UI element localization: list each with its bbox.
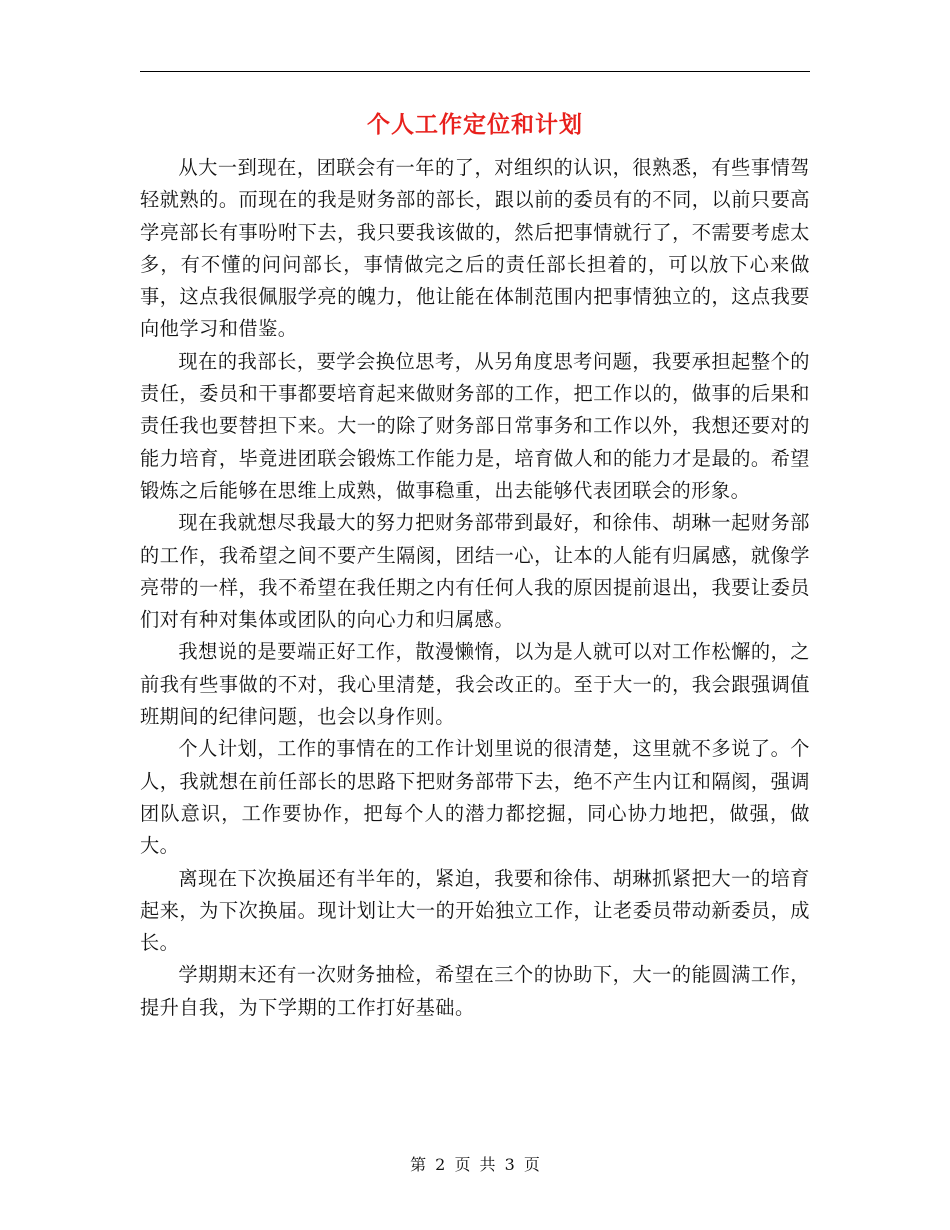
paragraph: 个人计划，工作的事情在的工作计划里说的很清楚，这里就不多说了。个人，我就想在前任部长的思路下把财务部带下去，绝不产生内讧和隔阂，强调团队意识，工作要协作，把每个人的潜力都挖掘，同心协力地把，做强，做大。: [140, 737, 810, 858]
paragraph: 离现在下次换届还有半年的，紧迫，我要和徐伟、胡琳抓紧把大一的培育起来，为下次换届。现计划让大一的开始独立工作，让老委员带动新委员，成长。: [140, 866, 810, 955]
header-rule: [140, 71, 810, 72]
paragraph: 学期期末还有一次财务抽检，希望在三个的协助下，大一的能圆满工作，提升自我，为下学期的工作打好基础。: [140, 963, 810, 1019]
paragraph: 从大一到现在，团联会有一年的了，对组织的认识，很熟悉，有些事情驾轻就熟的。而现在的我是财务部的部长，跟以前的委员有的不同，以前只要高学亮部长有事吩咐下去，我只要我该做的，然后把事情就行了，不需要考虑太多，有不懂的问问部长，事情做完之后的责任部长担着的，可以放下心来做事，这点我很佩服学亮的魄力，他让能在体制范围内把事情独立的，这点我要向他学习和借鉴。: [140, 156, 810, 341]
document-title: 个人工作定位和计划: [367, 111, 583, 138]
paragraph: 现在的我部长，要学会换位思考，从另角度思考问题，我要承担起整个的责任，委员和干事都要培育起来做财务部的工作，把工作以的，做事的后果和责任我也要替担下来。大一的除了财务部日常事务和工作以外，我想还要对的能力培育，毕竟进团联会锻炼工作能力是，培育做人和的能力才是最的。希望锻炼之后能够在思维上成熟，做事稳重，出去能够代表团联会的形象。: [140, 349, 810, 502]
document-body: [140, 152, 810, 1024]
paragraph: 现在我就想尽我最大的努力把财务部带到最好，和徐伟、胡琳一起财务部的工作，我希望之间不要产生隔阂，团结一心，让本的人能有归属感，就像学亮带的一样，我不希望在我任期之内有任何人我的原因提前退出，我要让委员们对有种对集体或团队的向心力和归属感。: [140, 511, 810, 632]
paragraph: 我想说的是要端正好工作，散漫懒惰，以为是人就可以对工作松懈的，之前我有些事做的不对，我心里清楚，我会改正的。至于大一的，我会跟强调值班期间的纪律问题，也会以身作则。: [140, 640, 810, 729]
page-number: 第 2 页 共 3 页: [410, 1155, 540, 1174]
